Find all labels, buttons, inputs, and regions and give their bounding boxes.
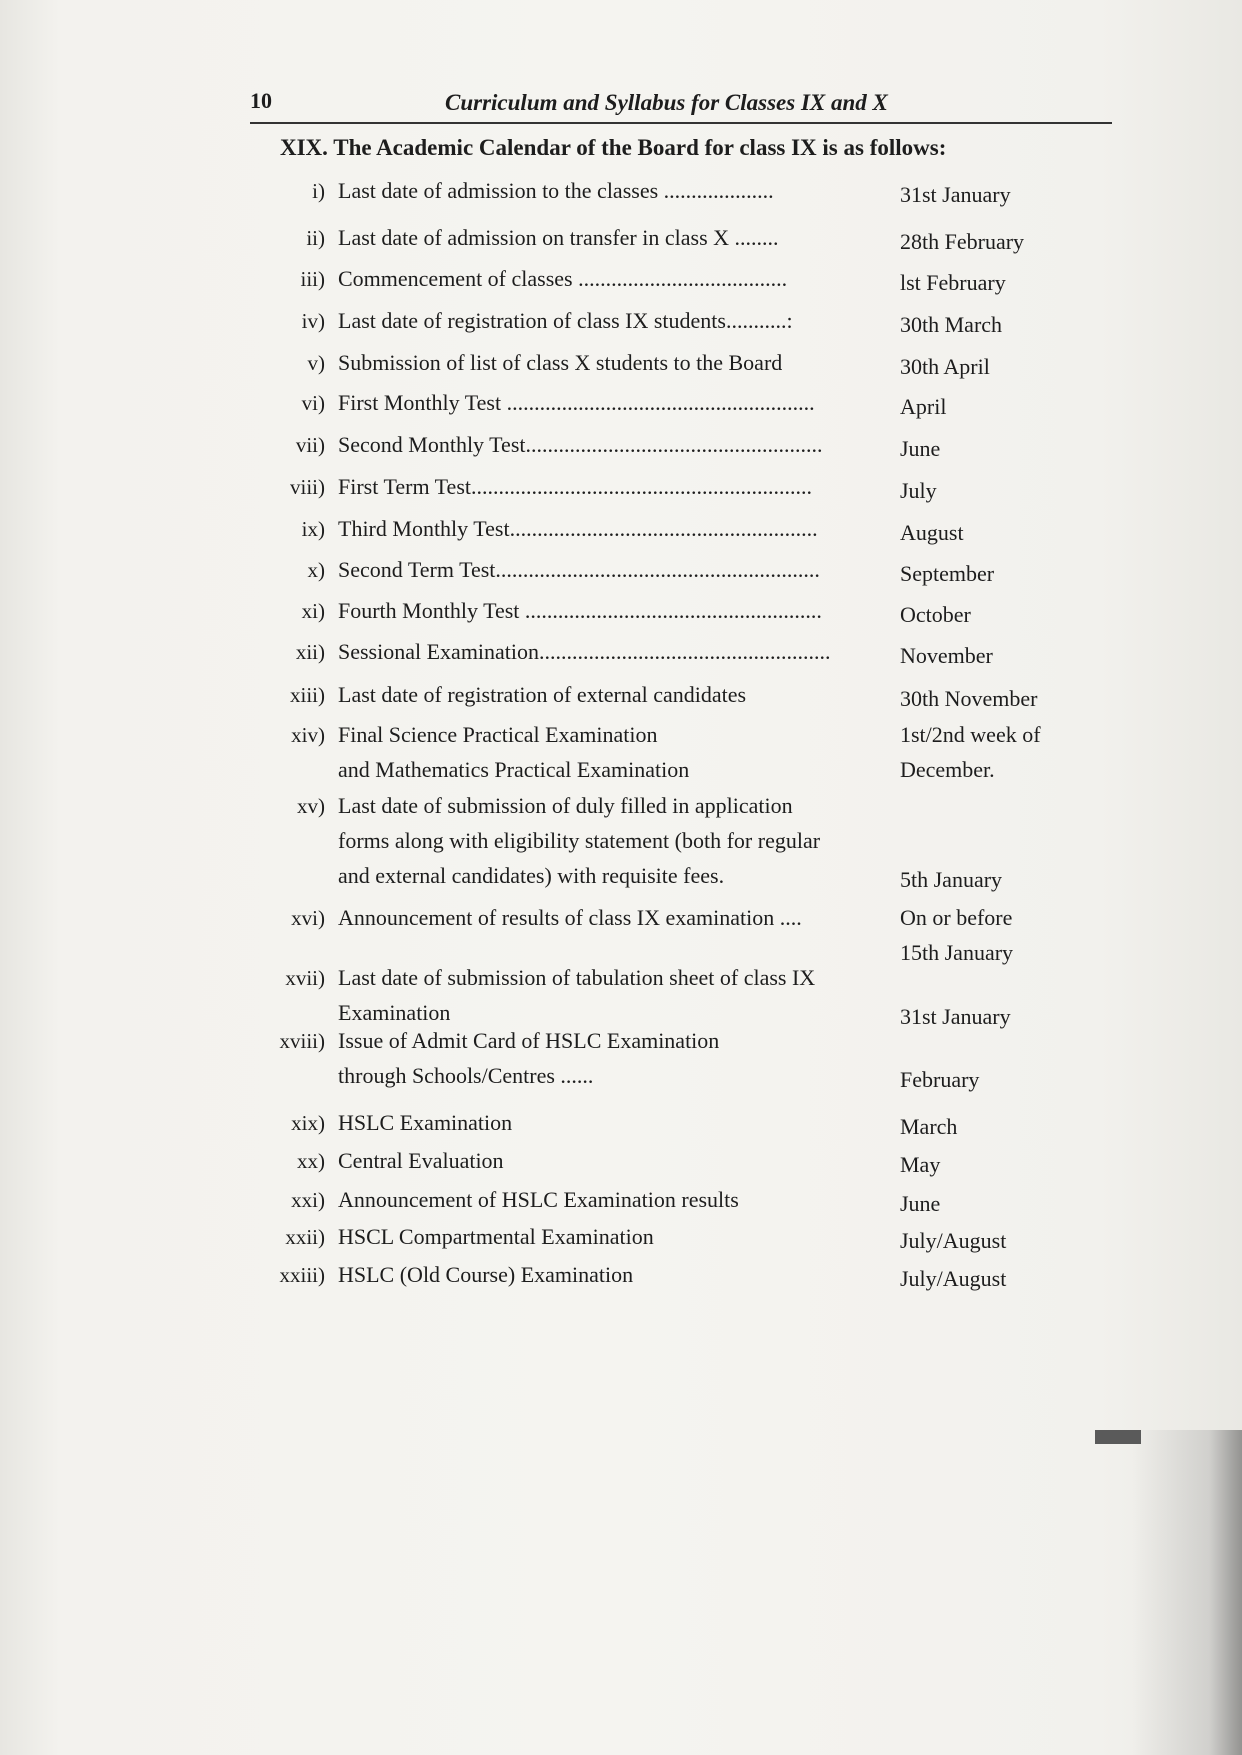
calendar-item-number: iii): [300, 267, 325, 291]
calendar-item-number: iv): [301, 309, 325, 333]
calendar-item-text: Submission of list of class X students to the Board: [338, 350, 783, 375]
calendar-item-number: xi): [301, 599, 325, 623]
calendar-item-number: xx): [297, 1149, 325, 1173]
calendar-item-text: and external candidates) with requisite fees.: [338, 863, 725, 888]
scan-edge-shadow: [1132, 1430, 1242, 1755]
calendar-item-date: July/August: [900, 1228, 1007, 1253]
calendar-item-date: lst February: [900, 270, 1006, 295]
calendar-item-number: xviii): [279, 1029, 325, 1053]
calendar-item-date: February: [900, 1067, 980, 1092]
calendar-item-number: x): [307, 558, 325, 582]
calendar-item-text: Fourth Monthly Test ......................................................: [338, 598, 822, 623]
calendar-item-text: HSCL Compartmental Examination: [338, 1224, 654, 1249]
calendar-item-date: August: [900, 520, 964, 545]
calendar-item-text: Commencement of classes ......................................: [338, 266, 788, 291]
calendar-item-text: Announcement of results of class IX examination ....: [338, 905, 802, 930]
calendar-item-text: First Monthly Test ........................................................: [338, 390, 815, 415]
calendar-item-text: Last date of registration of class IX students...........:: [338, 308, 793, 333]
running-title: Curriculum and Syllabus for Classes IX and X: [445, 90, 888, 115]
calendar-item-text: Last date of registration of external candidates: [338, 682, 747, 707]
calendar-item-number: i): [312, 179, 325, 203]
page-number: 10: [250, 88, 272, 113]
calendar-item-number: viii): [290, 475, 325, 499]
calendar-item-date: 30th November: [900, 686, 1038, 711]
calendar-item-text: through Schools/Centres ......: [338, 1063, 594, 1088]
scan-edge-strip: [1095, 1430, 1141, 1444]
calendar-item-text: First Term Test..............................................................: [338, 474, 812, 499]
calendar-item-date: 31st January: [900, 1004, 1011, 1029]
calendar-item-text: Last date of submission of tabulation sheet of class IX: [338, 965, 816, 990]
calendar-item-text: Final Science Practical Examination: [338, 722, 658, 747]
calendar-item-date: 15th January: [900, 940, 1014, 965]
calendar-item-number: xvi): [291, 906, 325, 930]
calendar-item-text: HSLC Examination: [338, 1110, 513, 1135]
calendar-item-text: Last date of submission of duly filled in application: [338, 793, 793, 818]
calendar-item-text: forms along with eligibility statement (both for regular: [338, 828, 821, 853]
calendar-item-text: Central Evaluation: [338, 1148, 504, 1173]
calendar-item-text: Announcement of HSLC Examination results: [338, 1187, 739, 1212]
calendar-item-number: ix): [301, 517, 325, 541]
calendar-item-text: Issue of Admit Card of HSLC Examination: [338, 1028, 720, 1053]
calendar-item-number: ii): [306, 226, 325, 250]
calendar-item-number: xxiii): [279, 1263, 325, 1287]
calendar-item-number: xxi): [291, 1188, 325, 1212]
calendar-item-date: 31st January: [900, 182, 1011, 207]
calendar-item-text: HSLC (Old Course) Examination: [338, 1262, 634, 1287]
calendar-item-date: November: [900, 643, 993, 668]
calendar-item-date: September: [900, 561, 995, 586]
calendar-item-date: March: [900, 1114, 958, 1139]
calendar-item-date: On or before: [900, 905, 1013, 930]
calendar-item-date: July/August: [900, 1266, 1007, 1291]
calendar-item-number: xiii): [290, 683, 325, 707]
calendar-item-number: xxii): [285, 1225, 325, 1249]
calendar-item-number: vii): [295, 433, 325, 457]
calendar-item-date: 1st/2nd week of: [900, 722, 1041, 747]
page-header: [250, 88, 1112, 124]
calendar-item-number: xvii): [285, 966, 325, 990]
calendar-item-text: Sessional Examination.....................................................: [338, 639, 831, 664]
calendar-item-number: vi): [301, 391, 325, 415]
calendar-item-date: July: [900, 478, 937, 503]
calendar-item-text: Third Monthly Test........................................................: [338, 516, 818, 541]
calendar-item-text: Last date of admission on transfer in class X ........: [338, 225, 779, 250]
calendar-item-date: 30th March: [900, 312, 1003, 337]
calendar-item-date: 30th April: [900, 354, 990, 379]
calendar-item-text: Last date of admission to the classes ....................: [338, 178, 774, 203]
calendar-item-number: v): [307, 351, 325, 375]
calendar-item-number: xii): [295, 640, 325, 664]
calendar-item-text: Second Term Test...........................................................: [338, 557, 820, 582]
calendar-item-number: xix): [291, 1111, 325, 1135]
calendar-item-date: April: [900, 394, 947, 419]
calendar-item-date: June: [900, 1191, 941, 1216]
calendar-item-date: December.: [900, 757, 995, 782]
section-heading: XIX. The Academic Calendar of the Board for class IX is as follows:: [280, 135, 947, 160]
calendar-item-date: May: [900, 1152, 941, 1177]
calendar-item-text: and Mathematics Practical Examination: [338, 757, 690, 782]
calendar-item-date: October: [900, 602, 971, 627]
calendar-item-date: 5th January: [900, 867, 1003, 892]
calendar-item-date: June: [900, 436, 941, 461]
calendar-item-text: Examination: [338, 1000, 451, 1025]
calendar-item-number: xv): [297, 794, 325, 818]
calendar-item-date: 28th February: [900, 229, 1025, 254]
calendar-item-text: Second Monthly Test......................................................: [338, 432, 823, 457]
calendar-item-number: xiv): [291, 723, 325, 747]
